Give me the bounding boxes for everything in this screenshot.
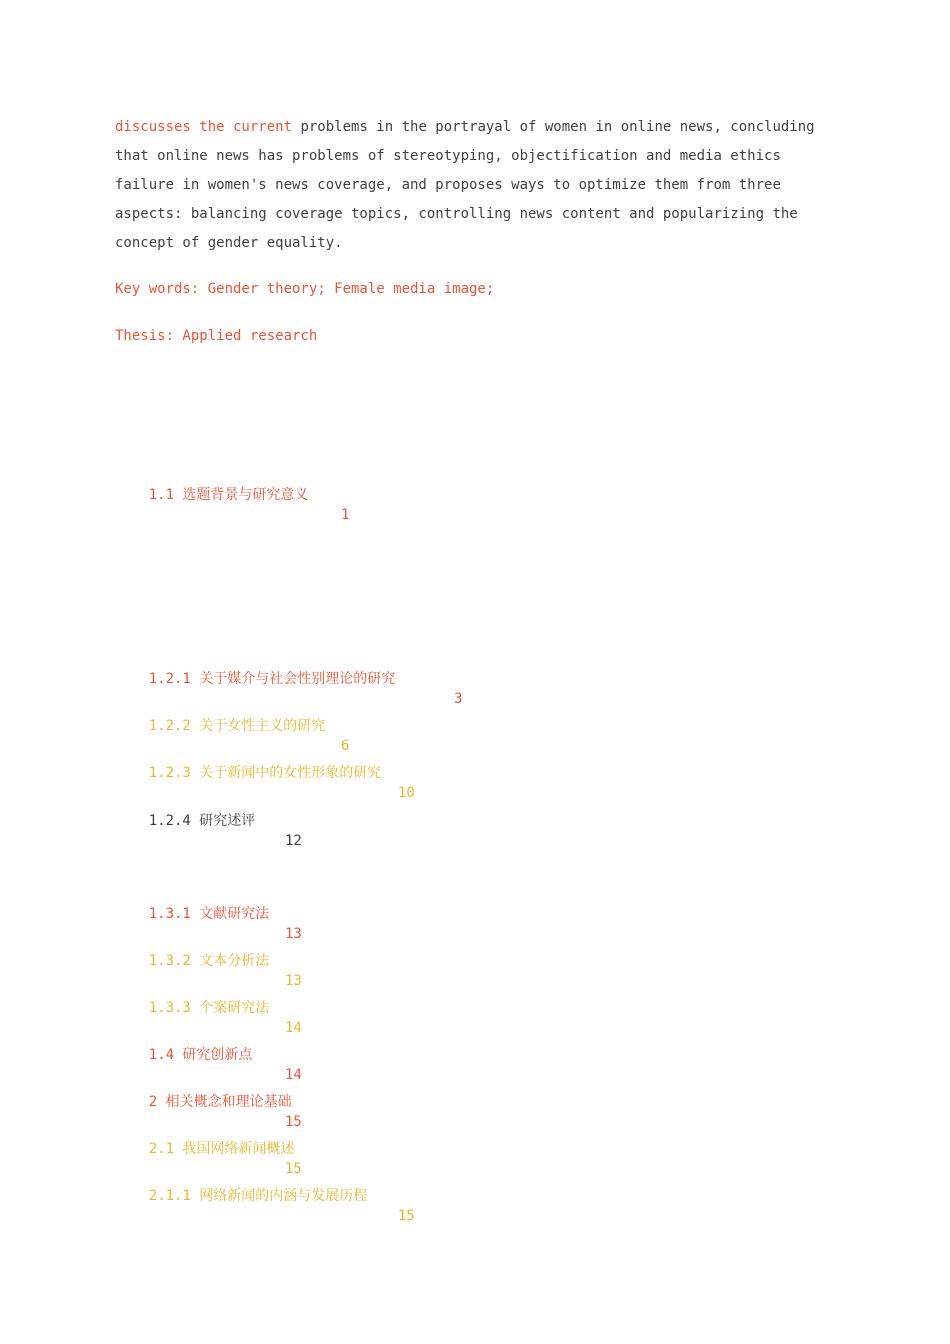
toc-item-title: 1.2.1 关于媒介与社会性别理论的研究 — [148, 671, 396, 687]
toc-item[interactable] — [115, 465, 350, 545]
toc-item-page: 10 — [398, 785, 415, 801]
toc-item-title: 1.2.2 关于女性主义的研究 — [148, 718, 326, 734]
toc-item-title: 1.3.2 文本分析法 — [148, 953, 270, 969]
toc-item-page: 13 — [285, 926, 302, 942]
abstract-paragraph — [115, 113, 820, 258]
toc-item-title: 1.4 研究创新点 — [148, 1047, 253, 1063]
toc-item-page: 13 — [285, 973, 302, 989]
toc-item[interactable] — [115, 791, 302, 871]
toc-item-page: 15 — [285, 1161, 302, 1177]
toc-item-title: 1.3.1 文献研究法 — [148, 906, 270, 922]
toc-item-page: 14 — [285, 1067, 302, 1083]
toc-item[interactable] — [115, 1166, 415, 1246]
abstract-highlight: discusses the current — [115, 119, 293, 135]
toc-item-title: 1.3.3 个案研究法 — [148, 1000, 270, 1016]
toc-item-page: 3 — [454, 691, 463, 707]
toc-item-page: 6 — [341, 738, 350, 754]
toc-item-title: 1.2.4 研究述评 — [148, 813, 256, 829]
toc-item-title: 2 相关概念和理论基础 — [148, 1094, 292, 1110]
toc-item-page: 14 — [285, 1020, 302, 1036]
toc-item-title: 2.1 我国网络新闻概述 — [148, 1141, 295, 1157]
toc-item-page: 12 — [285, 833, 302, 849]
abstract-text: problems in the portrayal of women in online news, concluding that online news has problems of stereotyping, objectification and media ethics failure in women's news coverage, and proposes ways to optimize them from three aspects: balancing coverage topics, controlling news content and popularizing the concept of gender equality. — [115, 119, 815, 251]
toc-item-page: 1 — [341, 507, 350, 523]
keywords-line: Key words: Gender theory; Female media image; — [115, 281, 495, 297]
toc-item-title: 2.1.1 网络新闻的内涵与发展历程 — [148, 1188, 368, 1204]
thesis-line: Thesis: Applied research — [115, 328, 318, 344]
toc-item-title: 1.2.3 关于新闻中的女性形象的研究 — [148, 765, 382, 781]
toc-item-page: 15 — [285, 1114, 302, 1130]
toc-item-title: 1.1 选题背景与研究意义 — [148, 487, 309, 503]
toc-item-page: 15 — [398, 1208, 415, 1224]
